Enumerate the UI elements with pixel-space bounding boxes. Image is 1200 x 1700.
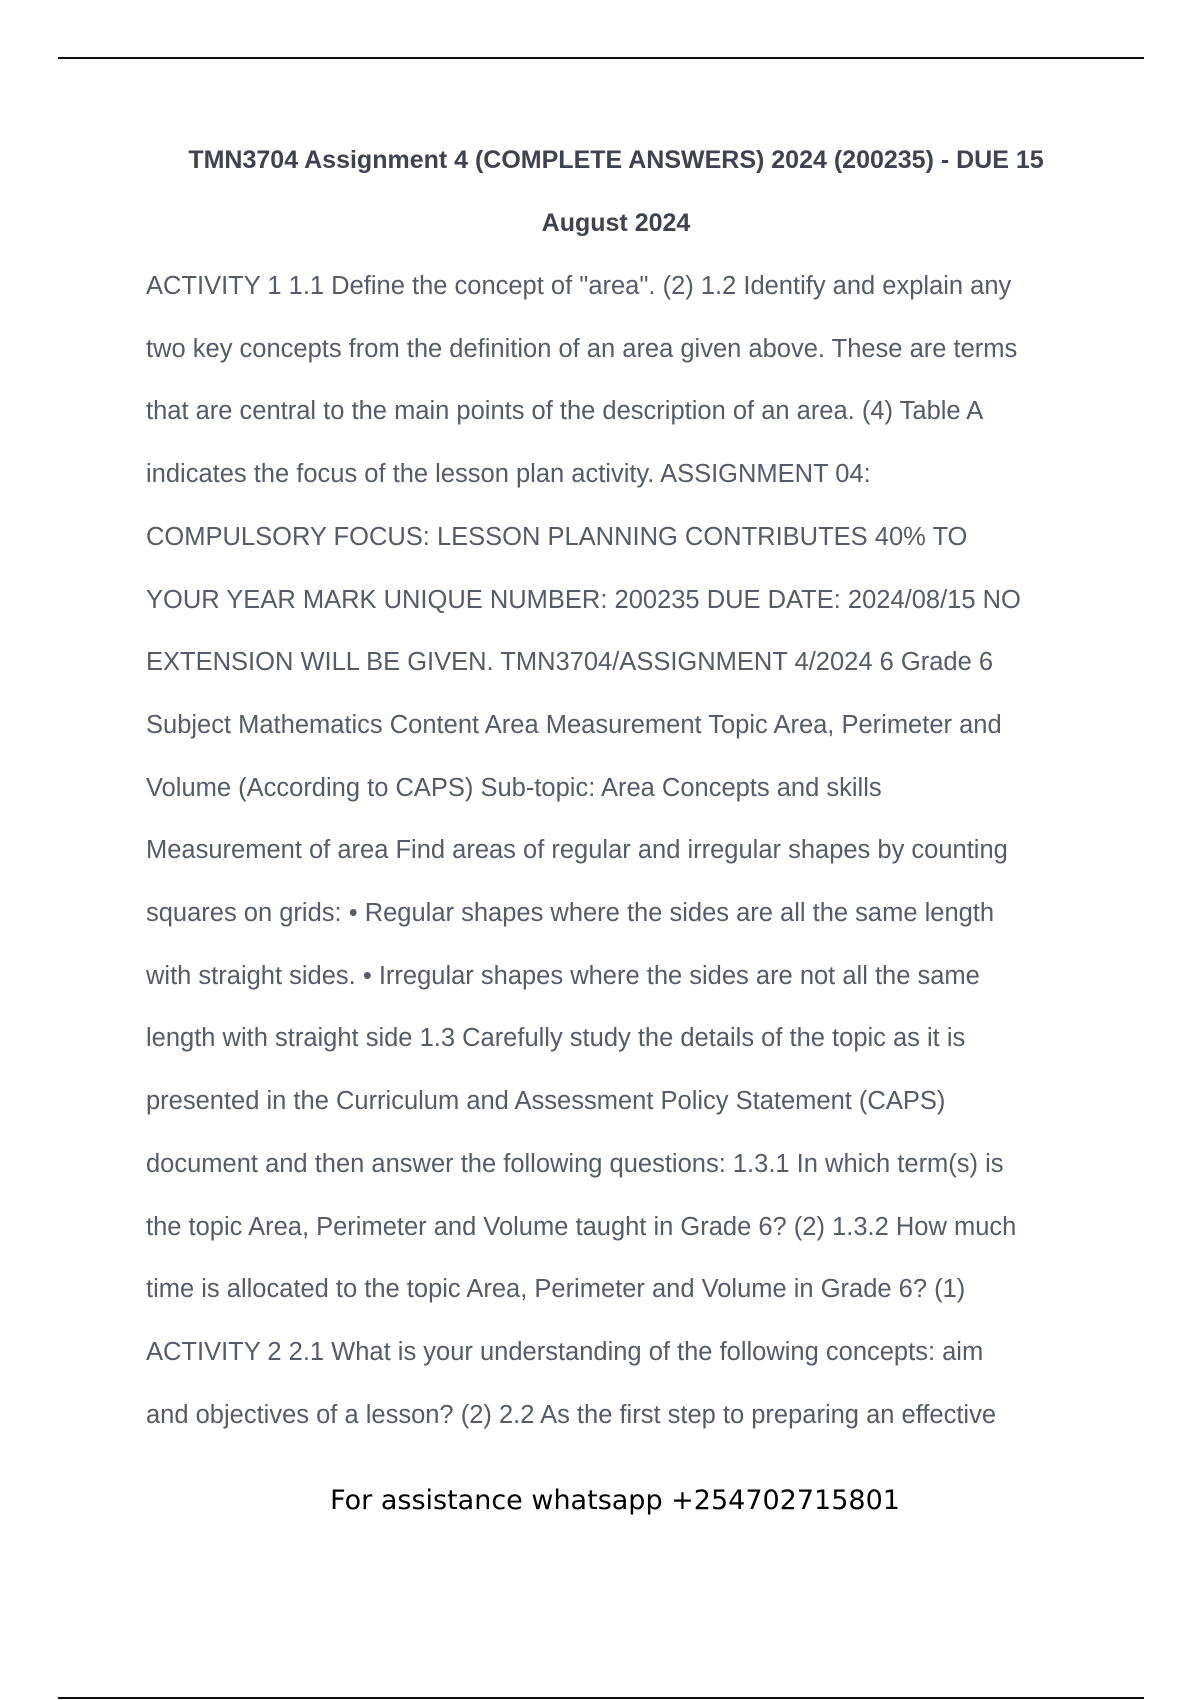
assistance-note: For assistance whatsapp +254702715801 xyxy=(330,1485,900,1516)
body-line: Volume (According to CAPS) Sub-topic: Area Concepts and skills xyxy=(146,773,882,802)
body-line: squares on grids: • Regular shapes where the sides are all the same length xyxy=(146,899,995,928)
body-line: Measurement of area Find areas of regular and irregular shapes by counting xyxy=(146,836,1008,865)
body-line: time is allocated to the topic Area, Perimeter and Volume in Grade 6? (1) xyxy=(146,1275,966,1304)
body-line: two key concepts from the definition of an area given above. These are terms xyxy=(146,334,1018,363)
body-line: the topic Area, Perimeter and Volume taught in Grade 6? (2) 1.3.2 How much xyxy=(146,1212,1017,1241)
body-line: COMPULSORY FOCUS: LESSON PLANNING CONTRIBUTES 40% TO xyxy=(146,522,968,551)
body-line: indicates the focus of the lesson plan activity. ASSIGNMENT 04: xyxy=(146,460,871,489)
body-line: presented in the Curriculum and Assessment Policy Statement (CAPS) xyxy=(146,1087,946,1116)
top-rule xyxy=(58,57,1144,59)
body-line: EXTENSION WILL BE GIVEN. TMN3704/ASSIGNMENT 4/2024 6 Grade 6 xyxy=(146,648,994,677)
body-line: with straight sides. • Irregular shapes where the sides are not all the same xyxy=(146,961,980,990)
body-line: YOUR YEAR MARK UNIQUE NUMBER: 200235 DUE DATE: 2024/08/15 NO xyxy=(146,585,1021,614)
body-line: ACTIVITY 1 1.1 Define the concept of "area". (2) 1.2 Identify and explain any xyxy=(146,272,1012,300)
document-title xyxy=(146,129,1086,255)
bottom-rule xyxy=(58,1697,1144,1699)
body-line: document and then answer the following questions: 1.3.1 In which term(s) is xyxy=(146,1149,1004,1178)
document-content xyxy=(146,129,1086,1446)
title-line: August 2024 xyxy=(541,209,691,237)
document-body xyxy=(146,255,1086,1446)
body-line: length with straight side 1.3 Carefully study the details of the topic as it is xyxy=(146,1024,966,1053)
body-line: Subject Mathematics Content Area Measurement Topic Area, Perimeter and xyxy=(146,710,1002,739)
body-line: ACTIVITY 2 2.1 What is your understanding of the following concepts: aim xyxy=(146,1337,984,1366)
title-line: TMN3704 Assignment 4 (COMPLETE ANSWERS) 2024 (200235) - DUE 15 xyxy=(188,146,1044,174)
body-line: and objectives of a lesson? (2) 2.2 As the first step to preparing an effective xyxy=(146,1400,997,1429)
body-line: that are central to the main points of the description of an area. (4) Table A xyxy=(146,397,984,426)
